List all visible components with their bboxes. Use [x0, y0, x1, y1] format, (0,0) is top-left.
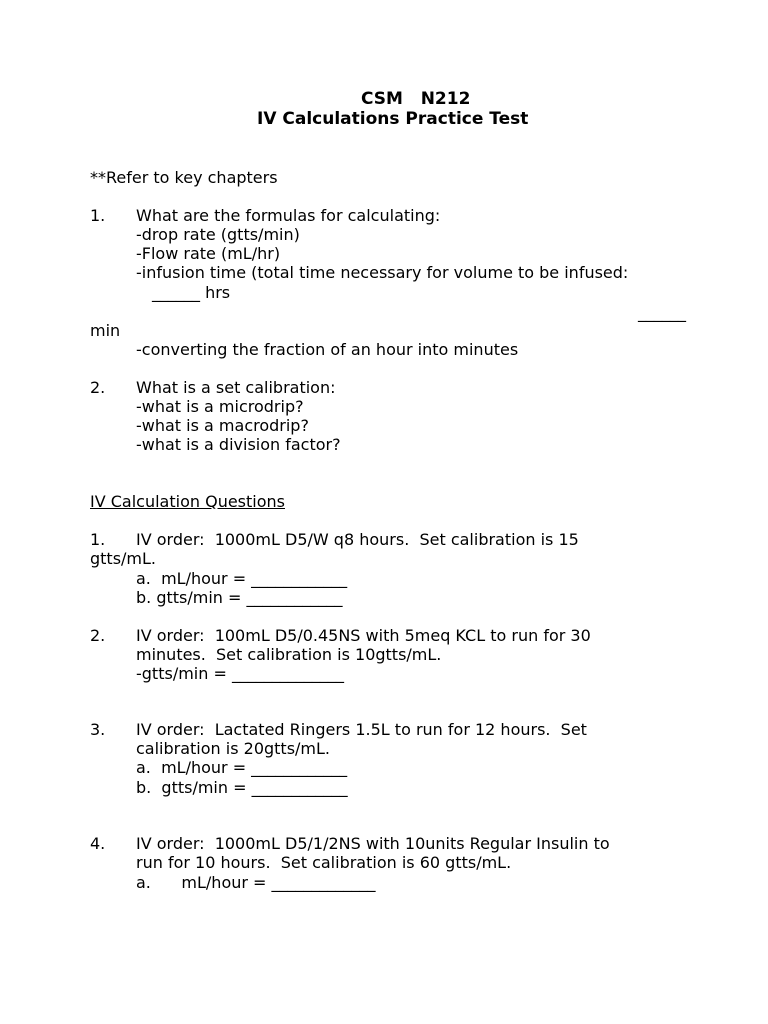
question-3-line-1: IV order: Lactated Ringers 1.5L to run for 12 hours. Set: [136, 720, 587, 739]
question-4-line-1: IV order: 1000mL D5/1/2NS with 10units Regular Insulin to: [136, 834, 610, 853]
question-2-number: 2.: [90, 626, 106, 645]
review-1-item-1: -drop rate (gtts/min): [136, 225, 300, 244]
course-code: CSM N212: [361, 89, 471, 109]
review-2-number: 2.: [90, 378, 106, 397]
document-title: IV Calculations Practice Test: [257, 109, 529, 129]
question-3-number: 3.: [90, 720, 106, 739]
intro-note: **Refer to key chapters: [90, 168, 278, 187]
review-1-item-2: -Flow rate (mL/hr): [136, 244, 281, 263]
review-1-question: What are the formulas for calculating:: [136, 206, 441, 225]
question-1-part-b: b. gtts/min = ____________: [136, 588, 343, 607]
question-2-line-1: IV order: 100mL D5/0.45NS with 5meq KCL to run for 30: [136, 626, 591, 645]
review-2-question: What is a set calibration:: [136, 378, 336, 397]
question-4-line-2: run for 10 hours. Set calibration is 60 gtts/mL.: [136, 853, 512, 872]
question-3-part-a: a. mL/hour = ____________: [136, 758, 348, 777]
question-3-part-b: b. gtts/min = ____________: [136, 778, 348, 797]
question-4-part-a: a. mL/hour = _____________: [136, 873, 376, 892]
question-1-line-2: gtts/mL.: [90, 549, 157, 568]
review-1-blank-hrs: ______ hrs: [152, 283, 231, 302]
review-1-blank-min-line: ______: [638, 303, 686, 322]
review-1-min-word: min: [90, 321, 121, 340]
review-2-item-1: -what is a microdrip?: [136, 397, 304, 416]
question-2-part-1: -gtts/min = ______________: [136, 664, 344, 683]
question-1-number: 1.: [90, 530, 106, 549]
review-2-item-3: -what is a division factor?: [136, 435, 341, 454]
question-4-number: 4.: [90, 834, 106, 853]
question-3-line-2: calibration is 20gtts/mL.: [136, 739, 331, 758]
question-1-line-1: IV order: 1000mL D5/W q8 hours. Set calibration is 15: [136, 530, 579, 549]
question-2-line-2: minutes. Set calibration is 10gtts/mL.: [136, 645, 442, 664]
section-title: IV Calculation Questions: [90, 492, 285, 511]
question-1-part-a: a. mL/hour = ____________: [136, 569, 348, 588]
review-1-extra: -converting the fraction of an hour into minutes: [136, 340, 519, 359]
review-1-item-3: -infusion time (total time necessary for volume to be infused:: [136, 263, 629, 282]
review-2-item-2: -what is a macrodrip?: [136, 416, 309, 435]
review-1-number: 1.: [90, 206, 106, 225]
